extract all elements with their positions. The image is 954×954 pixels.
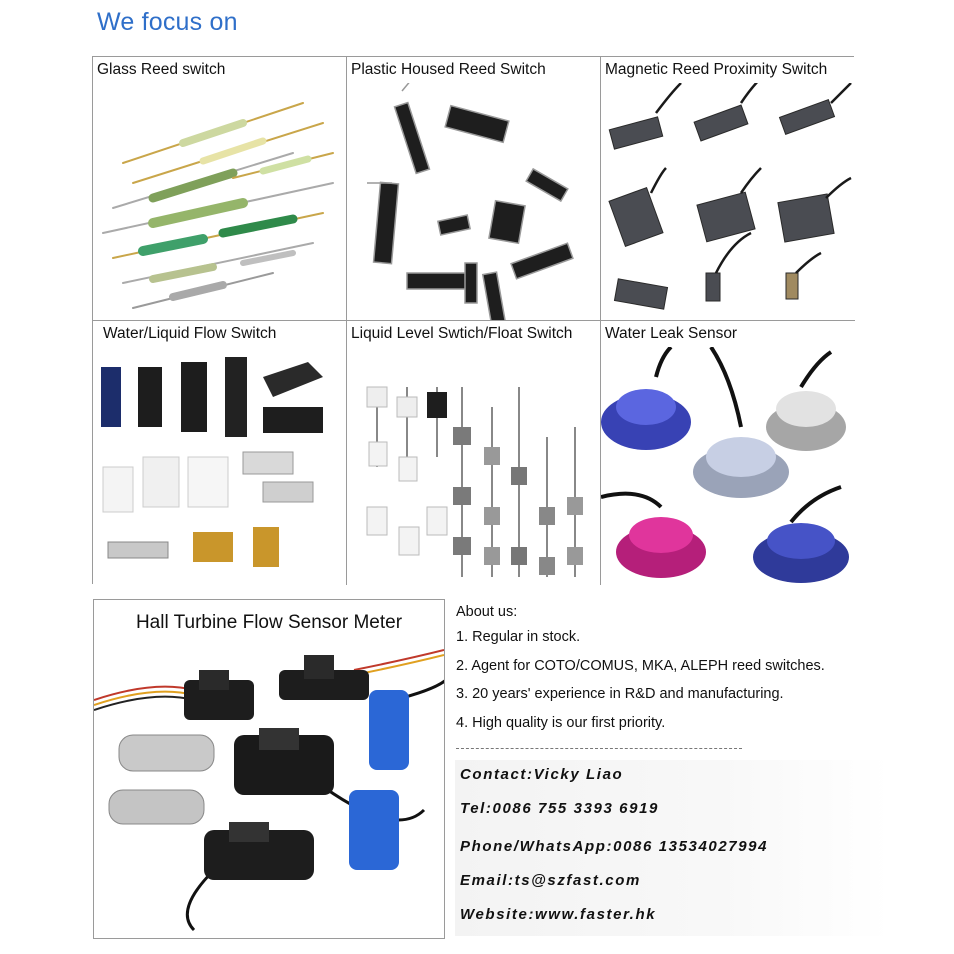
about-item: 3. 20 years' experience in R&D and manufacturing.: [456, 686, 784, 702]
proximity-switch-image: [601, 83, 855, 321]
category-leak-sensor: [601, 321, 855, 585]
about-item: 4. High quality is our first priority.: [456, 714, 666, 731]
about-item: 2. Agent for COTO/COMUS, MKA, ALEPH reed switches.: [456, 657, 825, 674]
category-plastic-reed-switch: [347, 57, 601, 321]
category-proximity-switch: [601, 57, 855, 321]
hall-flow-sensor-panel: [93, 599, 445, 939]
category-label: Water Leak Sensor: [605, 325, 738, 342]
section-divider: [456, 748, 742, 749]
hall-flow-sensor-title: Hall Turbine Flow Sensor Meter: [135, 612, 403, 633]
category-label: Glass Reed switch: [97, 61, 226, 78]
leak-sensor-image: [601, 347, 855, 585]
glass-reed-switch-image: [93, 83, 347, 321]
category-glass-reed-switch: [93, 57, 347, 321]
contact-website: Website:www.faster.hk: [460, 906, 657, 923]
contact-phone: Phone/WhatsApp:0086 13534027994: [460, 838, 769, 855]
category-flow-switch: [93, 321, 347, 585]
category-float-switch: [347, 321, 601, 585]
flow-switch-image: [93, 347, 347, 585]
category-label: Magnetic Reed Proximity Switch: [605, 61, 828, 78]
about-us-section: [456, 604, 825, 743]
page-heading: We focus on: [97, 8, 238, 36]
contact-tel: Tel:0086 755 3393 6919: [460, 800, 659, 817]
about-item: 1. Regular in stock.: [456, 629, 581, 645]
contact-name: Contact:Vicky Liao: [460, 766, 624, 783]
contact-email: Email:ts@szfast.com: [460, 872, 641, 889]
about-us-title: About us:: [456, 604, 518, 620]
category-label: Plastic Housed Reed Switch: [351, 61, 546, 78]
product-category-grid: [92, 56, 854, 584]
plastic-reed-switch-image: [347, 83, 601, 321]
category-label: Water/Liquid Flow Switch: [103, 325, 277, 342]
float-switch-image: [347, 347, 601, 585]
category-label: Liquid Level Swtich/Float Switch: [351, 325, 573, 342]
hall-flow-sensor-image: [94, 640, 445, 939]
